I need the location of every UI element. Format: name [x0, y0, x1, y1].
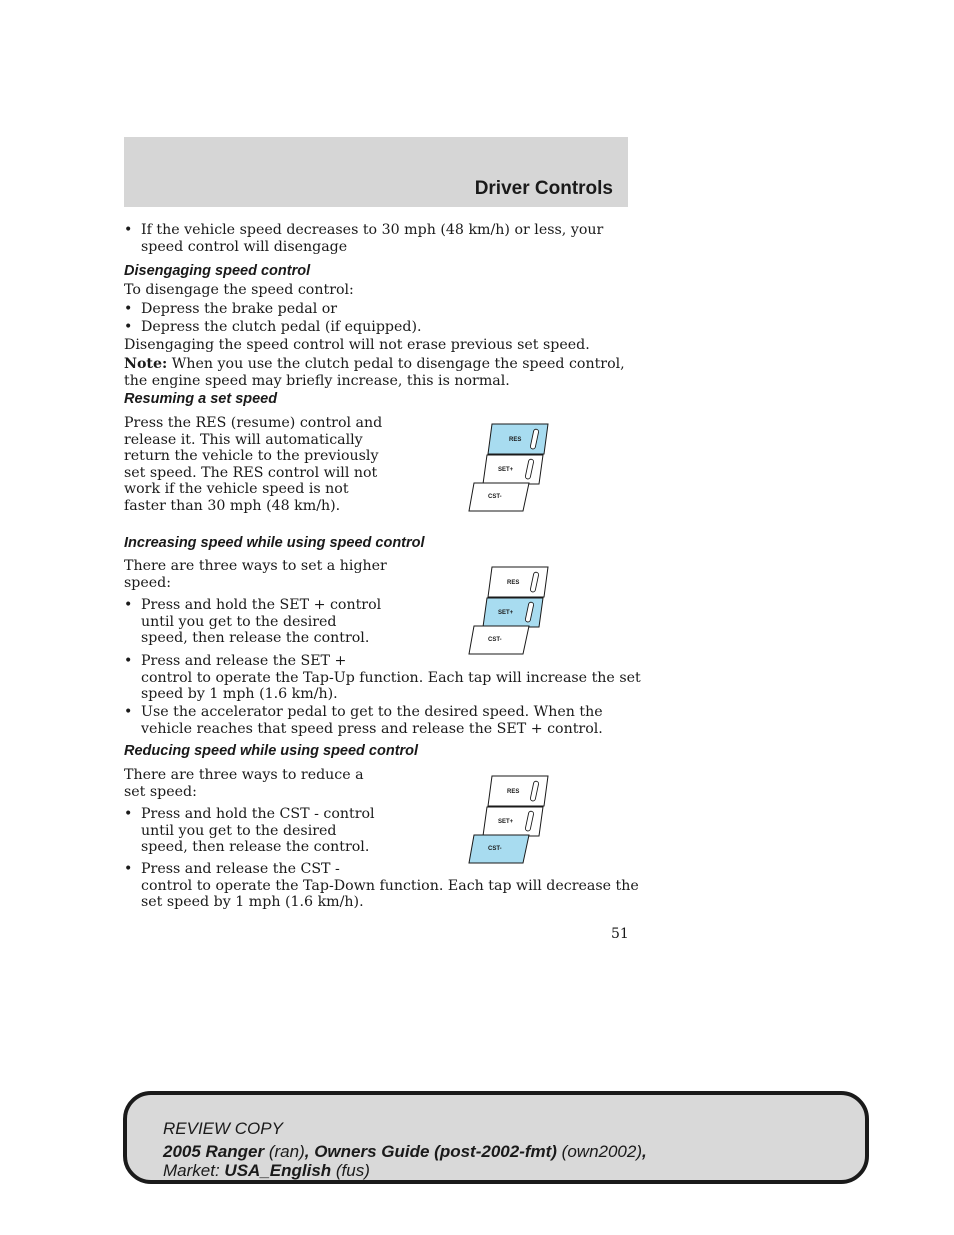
note-text: When you use the clutch pedal to disengage the speed control, [167, 356, 625, 372]
list-item-text: Press and hold the CST - control [141, 806, 375, 822]
list-item-text: Press and release the CST - [141, 861, 340, 877]
header-band [124, 137, 628, 207]
res-label: RES [509, 437, 522, 443]
list-item-text: until you get to the desired [141, 822, 337, 839]
footer-market-line [163, 1161, 370, 1181]
section-title: Driver Controls [474, 178, 613, 199]
list-item [124, 319, 624, 336]
switch-svg [466, 420, 566, 520]
cst-label: CST- [488, 846, 502, 852]
list-item-text: Depress the brake pedal or [141, 301, 338, 317]
set-label: SET+ [498, 819, 514, 825]
speed-control-switch-illustration [466, 420, 566, 520]
review-copy-label: REVIEW COPY [163, 1119, 283, 1138]
list-item-text: speed control will disengage [141, 238, 348, 255]
list-item-text: Press and release the SET + [141, 653, 347, 669]
list-item-text: speed, then release the control. [141, 630, 370, 646]
switch-svg [466, 772, 566, 872]
list-item [124, 704, 624, 738]
paragraph-line: work if the vehicle speed is not [124, 481, 349, 497]
paragraph: To disengage the speed control: [124, 282, 354, 298]
list-item [124, 301, 624, 318]
paragraph [124, 415, 382, 514]
set-label: SET+ [498, 610, 514, 616]
page-number: 51 [611, 926, 629, 942]
paragraph-line: set speed: [124, 783, 197, 800]
list-item-text: vehicle reaches that speed press and release the SET + control. [141, 720, 603, 737]
footer-model: 2005 Ranger [163, 1142, 265, 1161]
bullet-icon: • [124, 704, 133, 720]
paragraph [124, 558, 387, 591]
footer-guide: , Owners Guide (post-2002-fmt) [304, 1142, 557, 1161]
speed-control-switch-illustration [466, 772, 566, 872]
subheading-disengaging: Disengaging speed control [124, 263, 311, 279]
cst-label: CST- [488, 637, 502, 643]
speed-control-switch-illustration [466, 563, 566, 663]
list-item-text: until you get to the desired [141, 613, 337, 630]
list-item-text: speed by 1 mph (1.6 km/h). [141, 686, 338, 702]
list-item-text: Press and hold the SET + control [141, 597, 382, 613]
bullet-icon: • [124, 806, 133, 822]
paragraph-line: set speed. The RES control will not [124, 464, 378, 481]
bullet-icon: • [124, 222, 133, 238]
list-item-text: set speed by 1 mph (1.6 km/h). [141, 894, 364, 910]
switch-svg [466, 563, 566, 663]
footer-market: USA_English [224, 1161, 332, 1180]
bullet-icon: • [124, 861, 133, 877]
subheading-increasing: Increasing speed while using speed control [124, 535, 425, 551]
note-paragraph [124, 356, 625, 389]
footer-market-label: Market: [163, 1161, 220, 1180]
list-item-text: speed, then release the control. [141, 839, 370, 855]
paragraph-line: There are three ways to reduce a [124, 767, 364, 783]
bullet-icon: • [124, 319, 133, 335]
paragraph [124, 767, 364, 800]
paragraph-line: faster than 30 mph (48 km/h). [124, 497, 341, 514]
footer-guide-line [163, 1142, 647, 1162]
list-item-text: If the vehicle speed decreases to 30 mph (48 km/h) or less, your [141, 222, 604, 238]
cst-label: CST- [488, 494, 502, 500]
paragraph-line: speed: [124, 574, 172, 591]
footer-market-code: (fus) [331, 1161, 370, 1180]
note-text: the engine speed may briefly increase, this is normal. [124, 372, 510, 389]
paragraph-line: return the vehicle to the previously [124, 448, 379, 464]
list-item [124, 222, 624, 256]
review-copy-footer [123, 1091, 869, 1184]
footer-guide-code: (own2002) [556, 1142, 643, 1161]
set-label: SET+ [498, 467, 514, 473]
paragraph-line: Press the RES (resume) control and [124, 415, 383, 431]
list-item-text: Use the accelerator pedal to get to the desired speed. When the [141, 704, 603, 720]
paragraph-line: There are three ways to set a higher [124, 558, 387, 574]
list-item-text: Depress the clutch pedal (if equipped). [141, 319, 422, 335]
bullet-icon: • [124, 301, 133, 317]
list-item-text: control to operate the Tap-Down function. Each tap will decrease the [141, 877, 639, 894]
subheading-reducing: Reducing speed while using speed control [124, 743, 419, 759]
paragraph: Disengaging the speed control will not erase previous set speed. [124, 337, 590, 353]
note-label: Note: [124, 356, 168, 372]
footer-model-code: (ran) [264, 1142, 305, 1161]
subheading-resuming: Resuming a set speed [124, 391, 278, 407]
res-label: RES [507, 580, 520, 586]
list-item-text: control to operate the Tap-Up function. Each tap will increase the set [141, 669, 641, 686]
bullet-icon: • [124, 653, 133, 669]
footer-comma: , [642, 1142, 647, 1161]
paragraph-line: release it. This will automatically [124, 431, 363, 448]
res-label: RES [507, 789, 520, 795]
bullet-icon: • [124, 597, 133, 613]
